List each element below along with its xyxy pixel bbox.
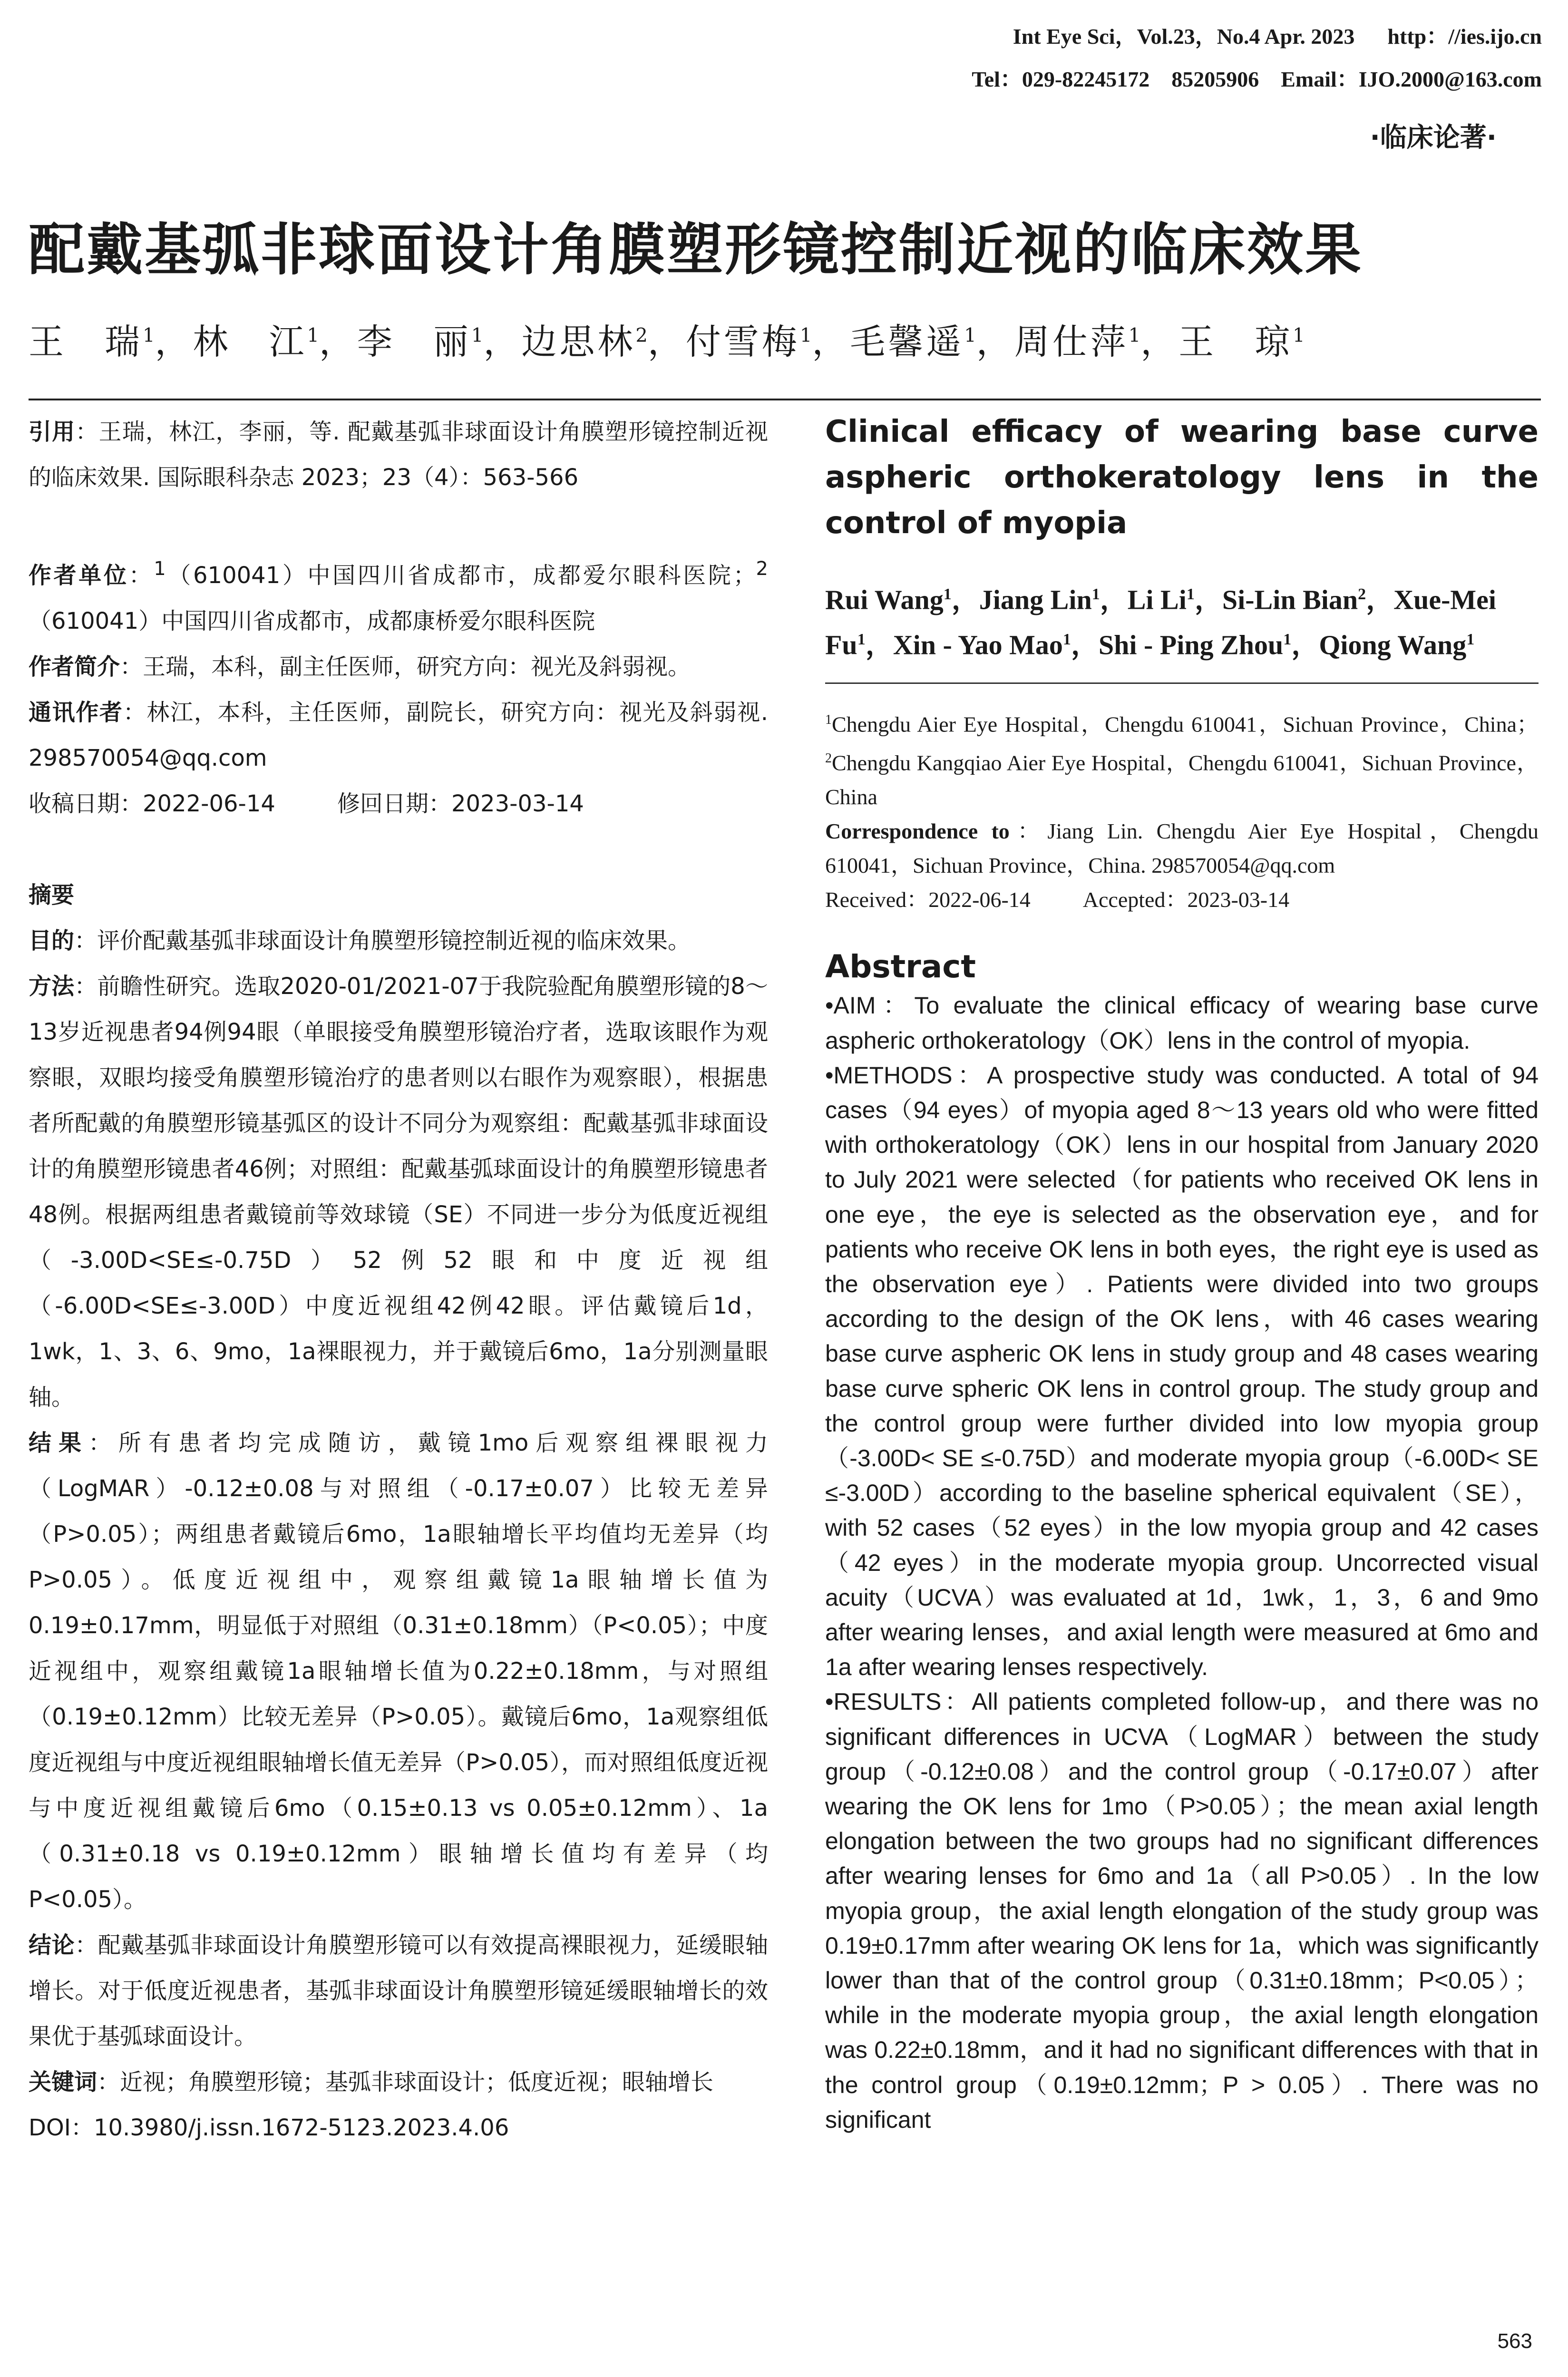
methods-cn: 方法：前瞻性研究。选取2020-01/2021-07于我院验配角膜塑形镜的8～13岁近视患者94例94眼（单眼接受角膜塑形镜治疗者，选取该眼作为观察眼，双眼均接受角膜塑形镜治疗的患者则以右眼作为观察眼），根据患者所配戴的角膜塑形镜基弧区的设计不同分为观察组：配戴基弧非球面设计的角膜塑形镜患者46例；对照组：配戴基弧球面设计的角膜塑形镜患者48例。根据两组患者戴镜前等效球镜（SE）不同进一步分为低度近视组（-3.00D<SE≤-0.75D）52例52眼和中度近视组（-6.00D<SE≤-3.00D）中度近视组42例42眼。评估戴镜后1d，1wk，1、3、6、9mo，1a裸眼视力，并于戴镜后6mo，1a分别测量眼轴。 (29, 973, 768, 1411)
left-column (29, 409, 768, 2151)
corresponding-author: 通讯作者：林江，本科，主任医师，副院长，研究方向：视光及斜弱视. 298570054@qq.com (29, 699, 768, 771)
author-affiliation-mark: 1 (1128, 324, 1141, 347)
author-name: 李 丽 (357, 321, 471, 362)
author-separator: ， (976, 321, 1014, 362)
results-en: •RESULTS：All patients completed follow-up，and there was no significant differences in UCVA（LogMAR）between the study group（-0.12±0.08）and the control group（-0.17±0.07）after wearing the OK lens for 1mo（P>0.05）；the mean axial length elongation between the two groups had no significant differences after wearing lenses for 6mo and 1a（all P>0.05）. In the low myopia group，the axial length elongation of the study group was 0.19±0.17mm after wearing OK lens for 1a，which was significantly lower than that of the control group（0.31±0.18mm；P<0.05）；while in the moderate myopia group，the axial length elongation was 0.22±0.18mm，and it had no significant differences with that in the control group（0.19±0.12mm；P > 0.05）. There was no significant (825, 1688, 1539, 2133)
dates-en: Received：2022-06-14 Accepted：2023-03-14 (825, 887, 1290, 912)
header-rule (29, 399, 1541, 400)
author-affiliation-mark: 1 (1293, 324, 1305, 347)
author-name: 林 江 (193, 321, 307, 362)
author-affiliation-mark: 1 (307, 324, 319, 347)
chinese-authors (29, 314, 1541, 364)
author-affiliation-mark: 1 (1283, 631, 1292, 649)
author-separator: ， (1071, 629, 1099, 661)
aim-cn: 目的：评价配戴基弧非球面设计角膜塑形镜控制近视的临床效果。 (29, 927, 691, 954)
author-separator: ， (951, 584, 979, 615)
abstract-body-en (825, 988, 1539, 2137)
author-name: Si-Lin Bian (1222, 584, 1358, 615)
author-name: 边思林 (521, 321, 636, 362)
author-units: 作者单位：$^1$（610041）中国四川省成都市，成都爱尔眼科医院；$^2$（610041）中国四川省成都市，成都康桥爱尔眼科医院 (29, 558, 768, 634)
author-separator: ， (1140, 321, 1179, 362)
correspondence-en: Correspondence to：Jiang Lin. Chengdu Aier Eye Hospital，Chengdu 610041，Sichuan Province，China. 298570054@qq.com (825, 819, 1539, 878)
author-affiliation-mark: 1 (964, 324, 976, 347)
author-rule (825, 682, 1539, 684)
author-separator: ， (1100, 584, 1128, 615)
author-name: Shi - Ping Zhou (1098, 629, 1284, 661)
author-separator: ， (865, 629, 893, 661)
dates: 收稿日期：2022-06-14 修回日期：2023-03-14 (29, 790, 584, 817)
aim-en: •AIM：To evaluate the clinical efficacy of wearing base curve aspheric orthokeratology（OK）lens in the control of myopia. (825, 992, 1539, 1054)
author-affiliation-mark: 1 (943, 585, 952, 603)
section-tag: ·临床论著· (1370, 122, 1497, 153)
english-title: Clinical efficacy of wearing base curve aspheric orthokeratology lens in the control of myopia (825, 414, 1539, 541)
author-affiliation-mark: 1 (1091, 585, 1100, 603)
affiliations-en: $^1$Chengdu Aier Eye Hospital，Chengdu 610041，Sichuan Province，China； $^2$Chengdu Kangqiao Aier Eye Hospital，Chengdu 610041，Sichuan Province，China (825, 711, 1539, 809)
journal-header-line1: Int Eye Sci，Vol.23，No.4 Apr. 2023 http：//ies.ijo.cn (1013, 24, 1542, 49)
author-bio: 作者简介：王瑞，本科，副主任医师，研究方向：视光及斜弱视。 (29, 653, 691, 680)
author-affiliation-mark: 1 (799, 324, 812, 347)
author-separator: ， (812, 321, 850, 362)
doi: DOI：10.3980/j.issn.1672-5123.2023.4.06 (29, 2114, 509, 2141)
author-affiliation-mark: 1 (143, 324, 155, 347)
author-affiliation-mark: 2 (635, 324, 648, 347)
abstract-heading-en: Abstract (825, 948, 976, 985)
author-name: Qiong Wang (1319, 629, 1467, 661)
author-affiliation-mark: 1 (857, 631, 866, 649)
english-authors (825, 575, 1539, 665)
author-affiliation-mark: 2 (1358, 585, 1366, 603)
author-name: 周仕萍 (1014, 321, 1129, 362)
author-separator: ， (1366, 584, 1394, 615)
citation: 引用：王瑞，林江，李丽，等. 配戴基弧非球面设计角膜塑形镜控制近视的临床效果. 国际眼科杂志 2023；23（4）：563-566 (29, 419, 768, 491)
conclusion-cn: 结论：配戴基弧非球面设计角膜塑形镜可以有效提高裸眼视力，延缓眼轴增长。对于低度近视患者，基弧非球面设计角膜塑形镜延缓眼轴增长的效果优于基弧球面设计。 (29, 1932, 768, 2050)
author-separator: ， (1291, 629, 1319, 661)
author-name: 毛馨遥 (850, 321, 964, 362)
right-column (825, 409, 1539, 2137)
author-affiliation-mark: 1 (1062, 631, 1071, 649)
author-name: Xue-Mei Fu (825, 584, 1496, 661)
author-separator: ， (647, 321, 686, 362)
author-name: 王 瑞 (29, 321, 143, 362)
author-name: 付雪梅 (685, 321, 800, 362)
author-separator: ， (155, 321, 193, 362)
abstract-heading-cn: 摘要 (29, 882, 75, 908)
article-title: 配戴基弧非球面设计角膜塑形镜控制近视的临床效果 (29, 217, 1363, 283)
author-separator: ， (483, 321, 522, 362)
author-name: Rui Wang (825, 584, 944, 615)
page-number: 563 (1497, 2329, 1532, 2353)
results-cn: 结果：所有患者均完成随访，戴镜1mo后观察组裸眼视力（LogMAR）-0.12±0.08与对照组（-0.17±0.07）比较无差异（P>0.05）；两组患者戴镜后6mo，1a眼轴增长平均值均无差异（均P>0.05）。低度近视组中，观察组戴镜1a眼轴增长值为0.19±0.17mm，明显低于对照组（0.31±0.18mm）（P<0.05）；中度近视组中，观察组戴镜1a眼轴增长值为0.22±0.18mm，与对照组（0.19±0.12mm）比较无差异（P>0.05）。戴镜后6mo，1a观察组低度近视组与中度近视组眼轴增长值无差异（P>0.05），而对照组低度近视与中度近视组戴镜后6mo（0.15±0.13 vs 0.05±0.12mm）、1a（0.31±0.18 vs 0.19±0.12mm）眼轴增长值均有差异（均P<0.05）。 (29, 1430, 768, 1913)
methods-en: •METHODS：A prospective study was conducted. A total of 94 cases（94 eyes）of myopia aged 8～13 years old who were fitted with orthokeratology（OK）lens in our hospital from January 2020 to July 2021 were selected（for patients who received OK lens in one eye，the eye is selected as the observation eye，and for patients who receive OK lens in both eyes，the right eye is used as the observation eye）. Patients were divided into two groups according to the design of the OK lens，with 46 cases wearing base curve aspheric OK lens in study group and 48 cases wearing base curve spheric OK lens in control group. The study group and the control group were further divided into low myopia group（-3.00D< SE ≤-0.75D）and moderate myopia group（-6.00D< SE ≤-3.00D）according to the baseline spherical equivalent（SE），with 52 cases（52 eyes）in the low myopia group and 42 cases（42 eyes）in the moderate myopia group. Uncorrected visual acuity（UCVA）was evaluated at 1d，1wk，1，3，6 and 9mo after wearing lenses，and axial length were measured at 6mo and 1a after wearing lenses respectively. (825, 1062, 1539, 1681)
author-affiliation-mark: 1 (471, 324, 484, 347)
author-separator: ， (319, 321, 357, 362)
author-name: 王 琼 (1178, 321, 1293, 362)
keywords-cn: 关键词：近视；角膜塑形镜；基弧非球面设计；低度近视；眼轴增长 (29, 2069, 714, 2095)
author-affiliation-mark: 1 (1466, 631, 1475, 649)
author-separator: ， (1194, 584, 1222, 615)
author-name: Xin - Yao Mao (893, 629, 1063, 661)
author-affiliation-mark: 1 (1186, 585, 1195, 603)
journal-header-line2: Tel：029-82245172 85205906 Email：IJO.2000@163.com (972, 67, 1542, 91)
author-name: Li Li (1127, 584, 1187, 615)
author-name: Jiang Lin (979, 584, 1092, 615)
